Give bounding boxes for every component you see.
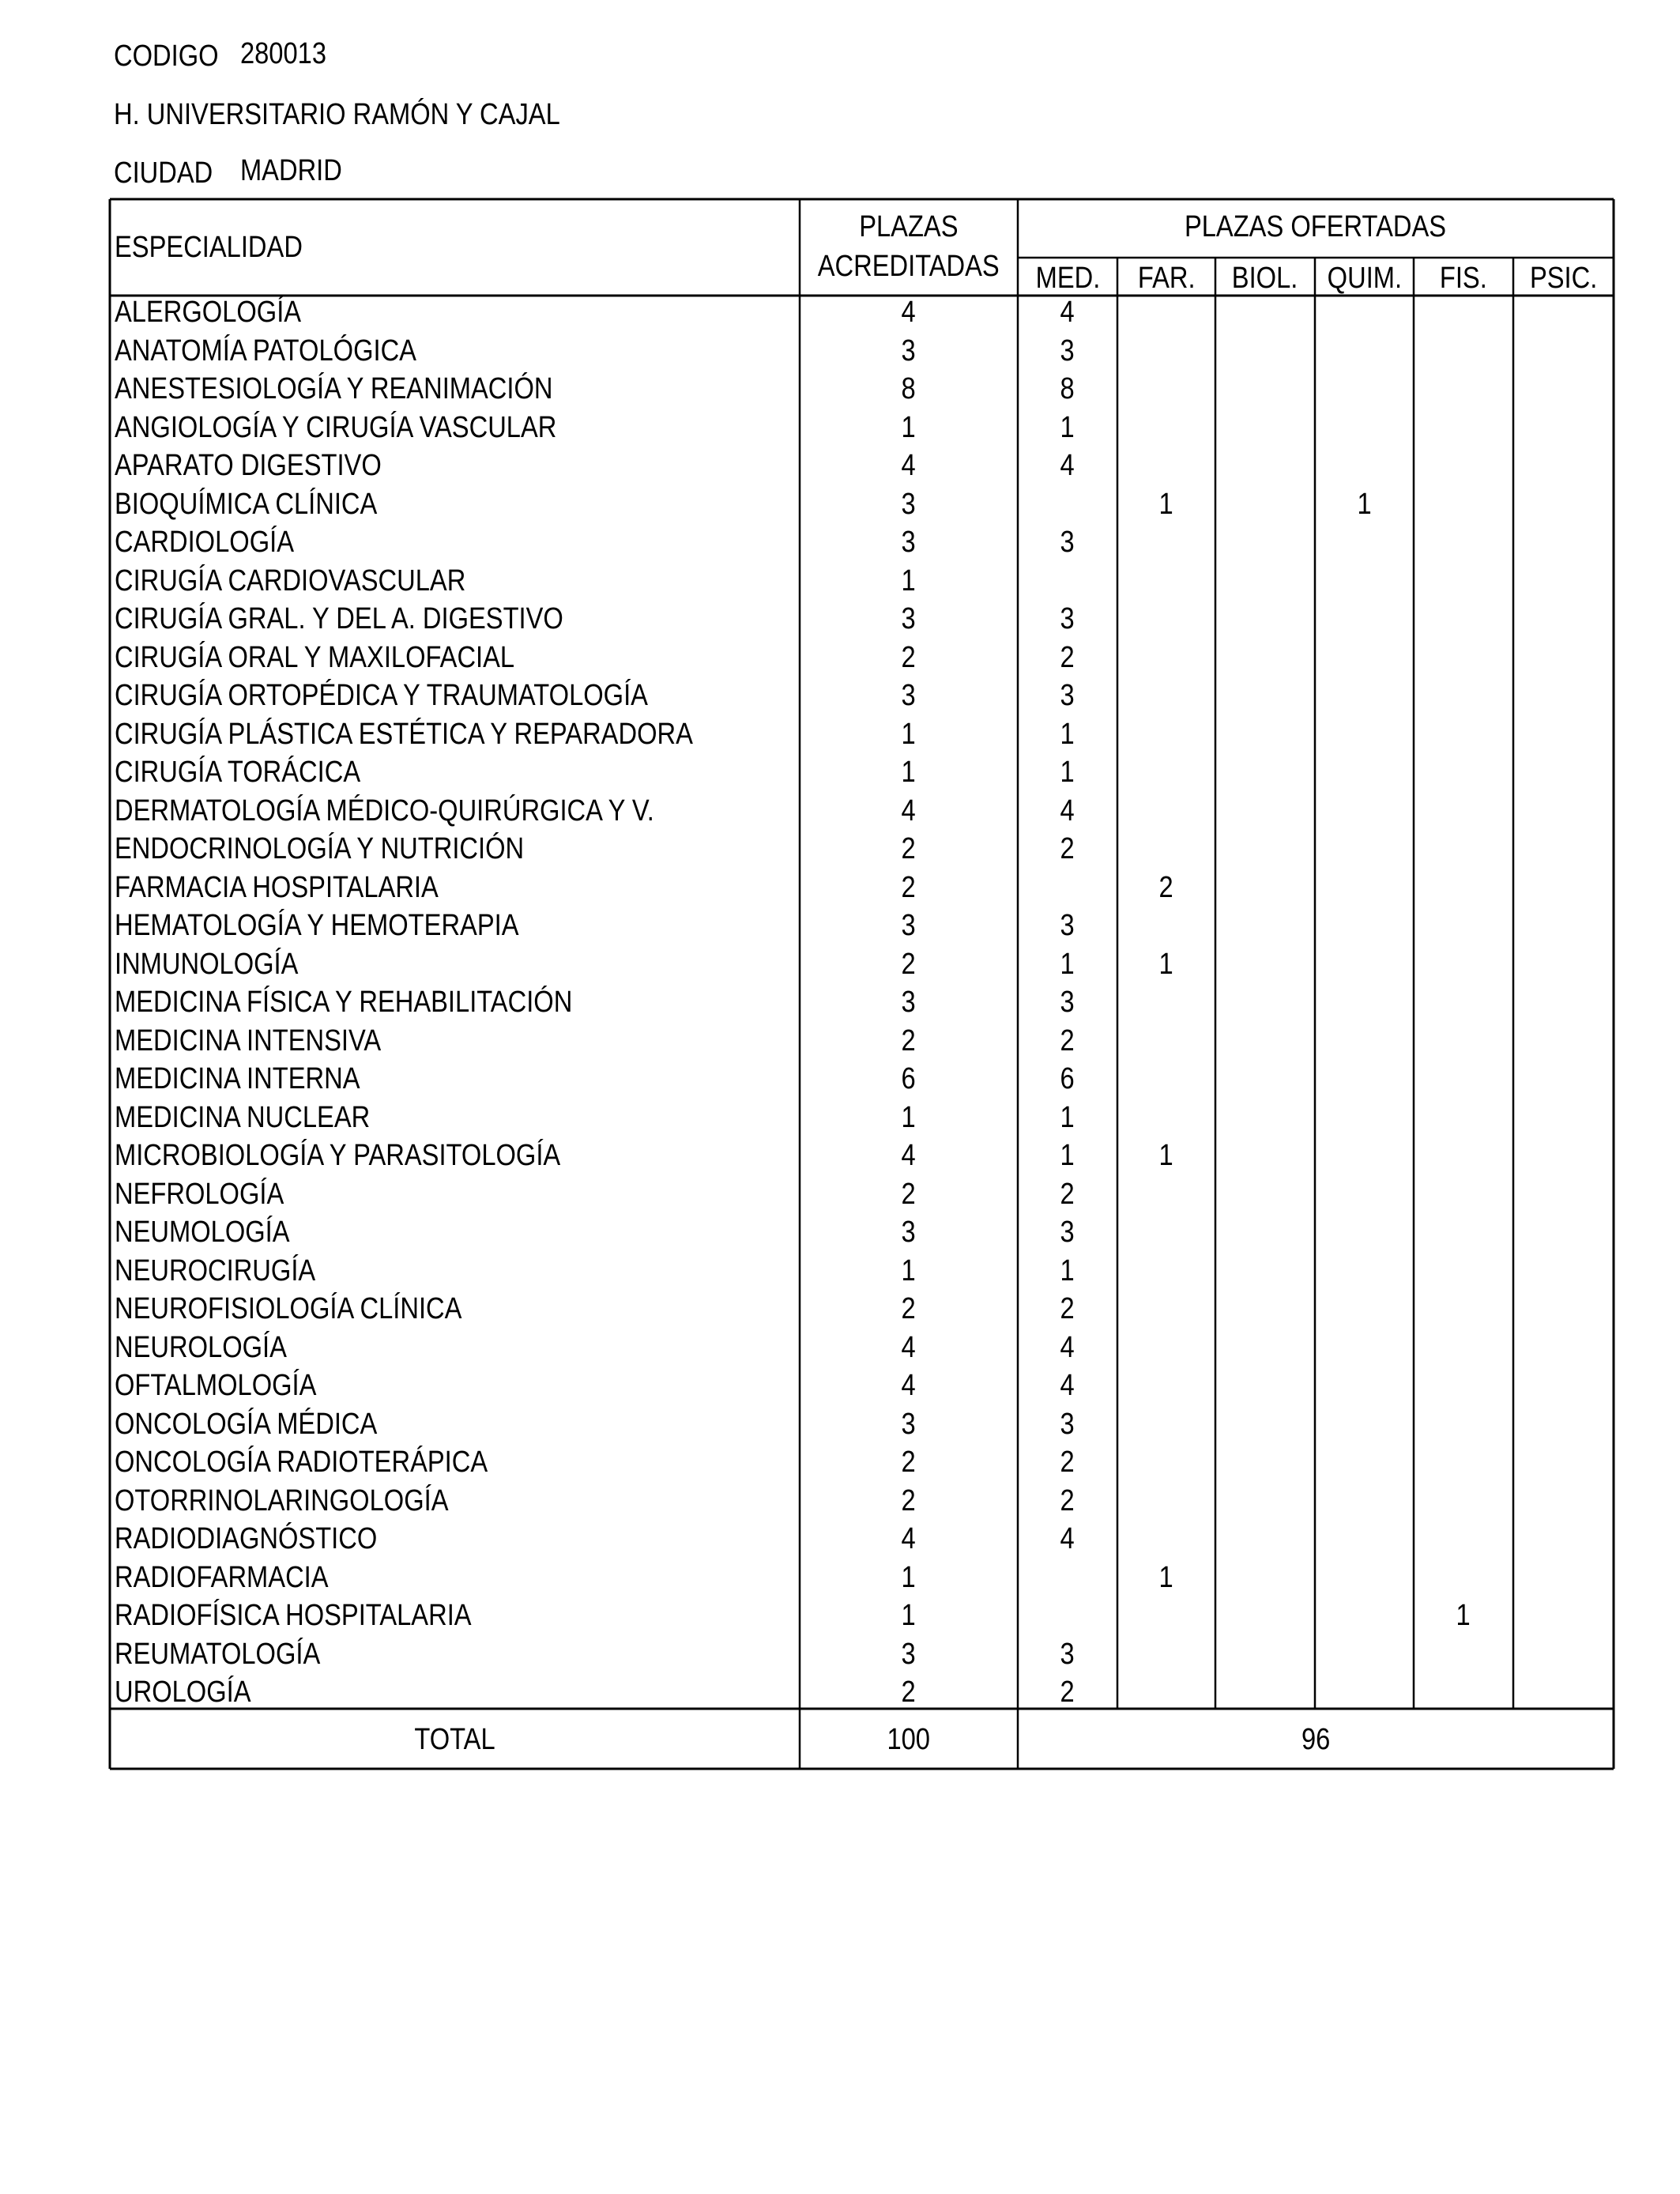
accredited-value: 3 — [901, 986, 917, 1019]
offered-med-value: 1 — [1060, 947, 1075, 981]
code-label: CODIGO — [114, 40, 219, 73]
specialty-name: INMUNOLOGÍA — [115, 947, 299, 981]
offered-med-value: 3 — [1060, 909, 1075, 942]
accredited-value: 2 — [901, 640, 917, 674]
specialty-name: CIRUGÍA CARDIOVASCULAR — [115, 564, 466, 598]
specialty-name: ENDOCRINOLOGÍA Y NUTRICIÓN — [115, 832, 525, 865]
specialty-name: HEMATOLOGÍA Y HEMOTERAPIA — [115, 909, 519, 942]
offered-med-value: 1 — [1060, 1253, 1075, 1287]
specialty-name: DERMATOLOGÍA MÉDICO-QUIRÚRGICA Y V. — [115, 794, 654, 827]
offered-med-value: 3 — [1060, 1637, 1075, 1671]
accredited-value: 1 — [901, 1560, 917, 1594]
offered-med-value: 4 — [1060, 1522, 1075, 1555]
offered-med-value: 2 — [1060, 1676, 1075, 1709]
offered-med-value: 2 — [1060, 1292, 1075, 1325]
accredited-value: 2 — [901, 832, 917, 865]
offered-quim-value: 1 — [1357, 487, 1372, 521]
specialty-name: RADIOFÍSICA HOSPITALARIA — [115, 1599, 472, 1632]
header-offered: PLAZAS OFERTADAS — [1185, 210, 1447, 243]
offered-fis-value: 1 — [1456, 1599, 1471, 1632]
offered-med-value: 4 — [1060, 1369, 1075, 1402]
accredited-value: 3 — [901, 909, 917, 942]
accredited-value: 2 — [901, 870, 917, 904]
header-col-quim: QUIM. — [1327, 262, 1402, 295]
accredited-value: 1 — [901, 717, 917, 751]
accredited-value: 4 — [901, 1369, 917, 1402]
accredited-value: 4 — [901, 1330, 917, 1364]
offered-med-value: 2 — [1060, 1483, 1075, 1517]
offered-med-value: 2 — [1060, 1177, 1075, 1211]
specialty-name: RADIOFARMACIA — [115, 1560, 329, 1594]
offered-med-value: 1 — [1060, 1139, 1075, 1172]
offered-med-value: 3 — [1060, 986, 1075, 1019]
accredited-value: 6 — [901, 1062, 917, 1095]
offered-med-value: 2 — [1060, 1023, 1075, 1057]
accredited-value: 2 — [901, 1023, 917, 1057]
city-label: CIUDAD — [114, 156, 213, 190]
specialty-name: ANATOMÍA PATOLÓGICA — [115, 334, 416, 368]
offered-med-value: 3 — [1060, 1407, 1075, 1441]
accredited-value: 2 — [901, 1177, 917, 1211]
specialty-name: CIRUGÍA GRAL. Y DEL A. DIGESTIVO — [115, 602, 563, 635]
accredited-value: 3 — [901, 1216, 917, 1249]
specialty-name: ALERGOLOGÍA — [115, 296, 302, 329]
specialty-name: NEUROCIRUGÍA — [115, 1253, 316, 1287]
accredited-value: 4 — [901, 794, 917, 827]
hospital-name: H. UNIVERSITARIO RAMÓN Y CAJAL — [114, 98, 560, 131]
offered-med-value: 1 — [1060, 717, 1075, 751]
specialty-name: RADIODIAGNÓSTICO — [115, 1522, 378, 1555]
offered-med-value: 4 — [1060, 296, 1075, 329]
header-col-fis: FIS. — [1440, 262, 1487, 295]
accredited-value: 4 — [901, 1139, 917, 1172]
offered-far-value: 1 — [1158, 947, 1174, 981]
offered-med-value: 4 — [1060, 1330, 1075, 1364]
header-accredited-line2: ACREDITADAS — [817, 250, 1000, 283]
specialty-name: CIRUGÍA TORÁCICA — [115, 756, 361, 789]
offered-med-value: 2 — [1060, 640, 1075, 674]
code-value: 280013 — [239, 37, 327, 70]
accredited-value: 2 — [901, 1483, 917, 1517]
accredited-value: 1 — [901, 564, 917, 598]
city-value: MADRID — [239, 154, 342, 187]
accredited-value: 2 — [901, 1676, 917, 1709]
specialty-name: CIRUGÍA ORAL Y MAXILOFACIAL — [115, 640, 515, 674]
accredited-value: 1 — [901, 410, 917, 444]
specialty-name: ONCOLOGÍA RADIOTERÁPICA — [115, 1446, 488, 1479]
offered-far-value: 1 — [1158, 1139, 1174, 1172]
offered-med-value: 1 — [1060, 410, 1075, 444]
accredited-value: 3 — [901, 487, 917, 521]
accredited-value: 8 — [901, 372, 917, 405]
accredited-value: 3 — [901, 679, 917, 712]
specialty-name: ANGIOLOGÍA Y CIRUGÍA VASCULAR — [115, 410, 557, 444]
offered-med-value: 2 — [1060, 832, 1075, 865]
offered-med-value: 3 — [1060, 679, 1075, 712]
total-accredited: 100 — [887, 1723, 931, 1756]
accredited-value: 1 — [901, 1100, 917, 1134]
specialty-name: MEDICINA NUCLEAR — [115, 1100, 371, 1134]
specialty-name: APARATO DIGESTIVO — [115, 449, 382, 482]
accredited-value: 3 — [901, 1637, 917, 1671]
specialty-name: UROLOGÍA — [115, 1676, 251, 1709]
accredited-value: 4 — [901, 296, 917, 329]
offered-med-value: 3 — [1060, 334, 1075, 368]
total-offered: 96 — [1301, 1723, 1331, 1756]
offered-med-value: 4 — [1060, 449, 1075, 482]
accredited-value: 1 — [901, 1253, 917, 1287]
specialty-name: MEDICINA FÍSICA Y REHABILITACIÓN — [115, 986, 573, 1019]
offered-med-value: 3 — [1060, 526, 1075, 559]
header-col-med: MED. — [1035, 262, 1100, 295]
specialty-name: ONCOLOGÍA MÉDICA — [115, 1407, 378, 1441]
offered-med-value: 4 — [1060, 794, 1075, 827]
specialty-name: MICROBIOLOGÍA Y PARASITOLOGÍA — [115, 1139, 561, 1172]
offered-med-value: 1 — [1060, 1100, 1075, 1134]
specialty-name: CIRUGÍA PLÁSTICA ESTÉTICA Y REPARADORA — [115, 717, 693, 751]
specialty-name: NEFROLOGÍA — [115, 1177, 284, 1211]
offered-med-value: 3 — [1060, 1216, 1075, 1249]
accredited-value: 2 — [901, 1446, 917, 1479]
specialty-name: CIRUGÍA ORTOPÉDICA Y TRAUMATOLOGÍA — [115, 679, 648, 712]
header-col-biol: BIOL. — [1232, 262, 1298, 295]
specialty-name: NEUMOLOGÍA — [115, 1216, 290, 1249]
total-label: TOTAL — [414, 1723, 495, 1756]
header-specialty: ESPECIALIDAD — [115, 231, 303, 264]
specialty-name: OFTALMOLOGÍA — [115, 1369, 317, 1402]
accredited-value: 1 — [901, 756, 917, 789]
offered-med-value: 8 — [1060, 372, 1075, 405]
accredited-value: 4 — [901, 449, 917, 482]
offered-far-value: 1 — [1158, 1560, 1174, 1594]
specialty-name: NEUROFISIOLOGÍA CLÍNICA — [115, 1292, 462, 1325]
offered-far-value: 1 — [1158, 487, 1174, 521]
accredited-value: 1 — [901, 1599, 917, 1632]
specialty-name: OTORRINOLARINGOLOGÍA — [115, 1483, 449, 1517]
specialty-name: CARDIOLOGÍA — [115, 526, 294, 559]
accredited-value: 4 — [901, 1522, 917, 1555]
offered-med-value: 2 — [1060, 1446, 1075, 1479]
header-col-far: FAR. — [1137, 262, 1196, 295]
offered-far-value: 2 — [1158, 870, 1174, 904]
specialty-name: FARMACIA HOSPITALARIA — [115, 870, 439, 904]
accredited-value: 3 — [901, 334, 917, 368]
header-accredited-line1: PLAZAS — [859, 210, 959, 243]
accredited-value: 3 — [901, 1407, 917, 1441]
offered-med-value: 1 — [1060, 756, 1075, 789]
specialty-name: REUMATOLOGÍA — [115, 1637, 321, 1671]
specialty-name: NEUROLOGÍA — [115, 1330, 287, 1364]
accredited-value: 3 — [901, 602, 917, 635]
specialty-name: MEDICINA INTENSIVA — [115, 1023, 382, 1057]
header-col-psic: PSIC. — [1529, 262, 1598, 295]
specialty-name: BIOQUÍMICA CLÍNICA — [115, 487, 378, 521]
accredited-value: 3 — [901, 526, 917, 559]
accredited-value: 2 — [901, 947, 917, 981]
specialty-name: MEDICINA INTERNA — [115, 1062, 360, 1095]
specialty-name: ANESTESIOLOGÍA Y REANIMACIÓN — [115, 372, 553, 405]
accredited-value: 2 — [901, 1292, 917, 1325]
offered-med-value: 6 — [1060, 1062, 1075, 1095]
offered-med-value: 3 — [1060, 602, 1075, 635]
